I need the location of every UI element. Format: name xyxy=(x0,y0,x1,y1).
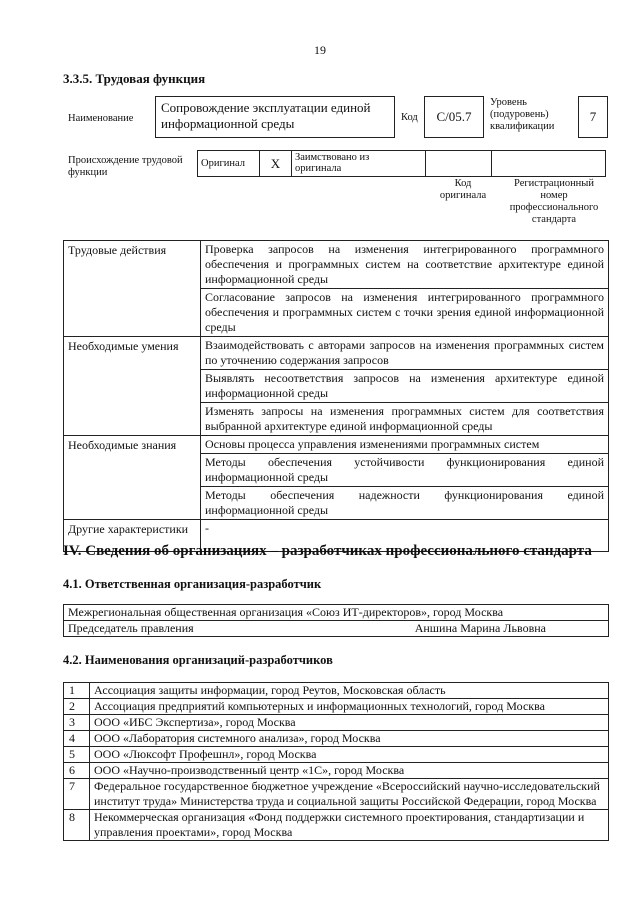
other-label: Другие характеристики xyxy=(68,522,189,536)
original-label: Оригинал xyxy=(201,158,245,169)
skill-item: Выявлять несоответствия запросов на изменения архитектуре единой информационной среды xyxy=(201,370,609,403)
level-value-box xyxy=(578,96,608,138)
section-42-heading: 4.2. Наименования организаций-разработчиков xyxy=(63,653,333,667)
code-value: C/05.7 xyxy=(436,109,472,124)
org-name: Ассоциация защиты информации, город Реутов, Московская область xyxy=(90,683,609,699)
reg-line-3: профессионального xyxy=(509,202,599,213)
level-label-line-1: Уровень xyxy=(490,97,527,108)
code-original-cell xyxy=(426,151,492,177)
knowledge-label-cell xyxy=(64,436,201,520)
origin-label-line-1: Происхождение трудовой xyxy=(68,155,183,166)
origin-label xyxy=(68,155,183,179)
actions-label: Трудовые действия xyxy=(68,243,167,257)
section-iv-heading: IV. Сведения об организациях – разработчиках профессионального стандарта xyxy=(63,543,592,559)
org-number: 8 xyxy=(64,810,90,841)
other-value: - xyxy=(201,520,609,552)
code-original-line-2: оригинала xyxy=(439,190,487,201)
table-row xyxy=(64,810,609,841)
org-name: ООО «ИБС Экспертиза», город Москва xyxy=(90,715,609,731)
table-row xyxy=(64,699,609,715)
table-row xyxy=(64,763,609,779)
responsible-org: Межрегиональная общественная организация «Союз ИТ-директоров», город Москва xyxy=(64,605,609,621)
code-value-box xyxy=(424,96,484,138)
org-name: ООО «Люксофт Профешнл», город Москва xyxy=(90,747,609,763)
reg-line-1: Регистрационный xyxy=(514,178,594,189)
level-value: 7 xyxy=(589,109,597,124)
org-number: 4 xyxy=(64,731,90,747)
reg-number-cell xyxy=(492,151,606,177)
reg-number-caption xyxy=(498,178,610,226)
borrowed-label-line-2: оригинала xyxy=(295,163,342,174)
actions-label-cell xyxy=(64,241,201,337)
org-name: ООО «Научно-производственный центр «1С», город Москва xyxy=(90,763,609,779)
level-label-line-2: (подуровень) xyxy=(490,109,549,120)
org-number: 1 xyxy=(64,683,90,699)
section-heading-labor-function: 3.3.5. Трудовая функция xyxy=(63,71,206,86)
labor-function-table xyxy=(63,240,609,552)
skills-label: Необходимые умения xyxy=(68,339,179,353)
knowledge-item: Методы обеспечения устойчивости функционирования единой информационной среды xyxy=(201,454,609,487)
origin-label-line-2: функции xyxy=(68,167,108,178)
borrowed-label-line-1: Заимствовано из xyxy=(295,152,370,163)
table-row xyxy=(64,731,609,747)
chair-name: Аншина Марина Львовна xyxy=(414,621,546,635)
org-number: 6 xyxy=(64,763,90,779)
name-value-box xyxy=(155,96,395,138)
table-row xyxy=(64,683,609,699)
org-number: 7 xyxy=(64,779,90,810)
origin-table xyxy=(197,150,606,177)
code-label: Код xyxy=(401,112,418,123)
org-number: 5 xyxy=(64,747,90,763)
level-label-line-3: квалификации xyxy=(490,121,555,132)
org-number: 2 xyxy=(64,699,90,715)
original-mark-cell xyxy=(260,151,292,177)
developer-orgs-table xyxy=(63,682,609,841)
table-row xyxy=(64,747,609,763)
name-label: Наименование xyxy=(68,113,134,124)
original-label-cell xyxy=(198,151,260,177)
page-number: 19 xyxy=(314,43,326,57)
action-item: Проверка запросов на изменения интегрированного программного обеспечения и программных систем на соответствие архитектуре единой информационной среды xyxy=(201,241,609,289)
skills-label-cell xyxy=(64,337,201,436)
table-row xyxy=(64,779,609,810)
level-label xyxy=(490,97,554,133)
chair-row xyxy=(64,621,609,637)
org-name: Некоммерческая организация «Фонд поддержки системного проектирования, стандартизации и управления проектами», город Москва xyxy=(90,810,609,841)
code-original-line-1: Код xyxy=(454,178,472,189)
knowledge-item: Основы процесса управления изменениями программных систем xyxy=(201,436,609,454)
skill-item: Взаимодействовать с авторами запросов на изменения программных систем по уточнению содержания запросов xyxy=(201,337,609,370)
action-item: Согласование запросов на изменения интегрированного программного обеспечения и программных систем с точки зрения единой информационной среды xyxy=(201,289,609,337)
section-41-heading: 4.1. Ответственная организация-разработчик xyxy=(63,577,322,591)
code-original-caption xyxy=(430,178,496,202)
responsible-org-table xyxy=(63,604,609,637)
knowledge-label: Необходимые знания xyxy=(68,438,177,452)
org-number: 3 xyxy=(64,715,90,731)
skill-item: Изменять запросы на изменения программных систем для соответствия выбранной архитектуре единой информационной среды xyxy=(201,403,609,436)
chair-title: Председатель правления xyxy=(68,621,194,635)
name-value: Сопровождение эксплуатации единой информационной среды xyxy=(161,100,371,131)
table-row xyxy=(64,715,609,731)
borrowed-cell xyxy=(292,151,426,177)
reg-line-4: стандарта xyxy=(531,214,577,225)
knowledge-item: Методы обеспечения надежности функционирования единой информационной среды xyxy=(201,487,609,520)
org-name: Федеральное государственное бюджетное учреждение «Всероссийский научно-исследовательский институт труда» Министерства труда и социальной защиты Российской Федерации, город Москва xyxy=(90,779,609,810)
original-mark: X xyxy=(270,155,281,171)
org-name: Ассоциация предприятий компьютерных и информационных технологий, город Москва xyxy=(90,699,609,715)
reg-line-2: номер xyxy=(540,190,568,201)
org-name: ООО «Лаборатория системного анализа», город Москва xyxy=(90,731,609,747)
